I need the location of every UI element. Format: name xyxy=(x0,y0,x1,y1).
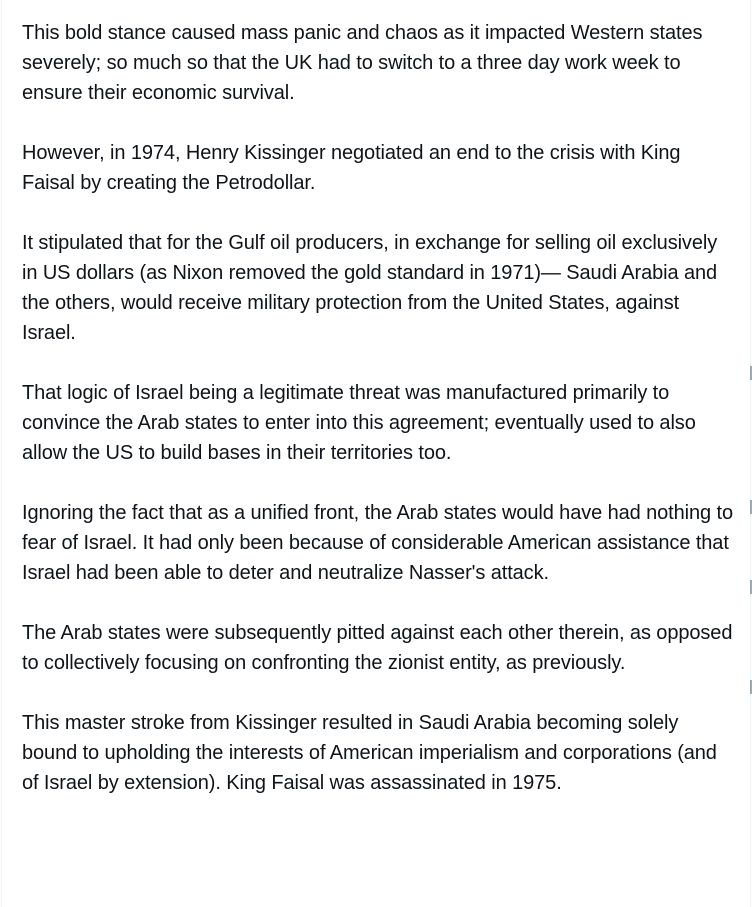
post-paragraph: Ignoring the fact that as a unified front, the Arab states would have had nothing to fear of Israel. It had only been because of considerable American assistance that Israel had been able to deter and neutralize Nasser's attack. xyxy=(22,502,733,584)
post-paragraph: This bold stance caused mass panic and chaos as it impacted Western states severely; so much so that the UK had to switch to a three day work week to ensure their economic survival. xyxy=(22,22,703,104)
post-paragraph: However, in 1974, Henry Kissinger negotiated an end to the crisis with King Faisal by creating the Petrodollar. xyxy=(22,142,681,194)
post-paragraph: That logic of Israel being a legitimate threat was manufactured primarily to convince the Arab states to enter into this agreement; eventually used to also allow the US to build bases in their territories too. xyxy=(22,382,696,464)
post-paragraph: It stipulated that for the Gulf oil producers, in exchange for selling oil exclusively in US dollars (as Nixon removed the gold standard in 1971)— Saudi Arabia and the others, would receive military protection from the United States, against Israel. xyxy=(22,232,718,344)
post-paragraph: This master stroke from Kissinger resulted in Saudi Arabia becoming solely bound to upholding the interests of American imperialism and corporations (and of Israel by extension). King Faisal was assassinated in 1975. xyxy=(22,712,717,794)
post-text-body xyxy=(22,18,734,798)
post-paragraph: The Arab states were subsequently pitted against each other therein, as opposed to collectively focusing on confronting the zionist entity, as previously. xyxy=(22,622,733,674)
left-divider xyxy=(1,0,2,907)
